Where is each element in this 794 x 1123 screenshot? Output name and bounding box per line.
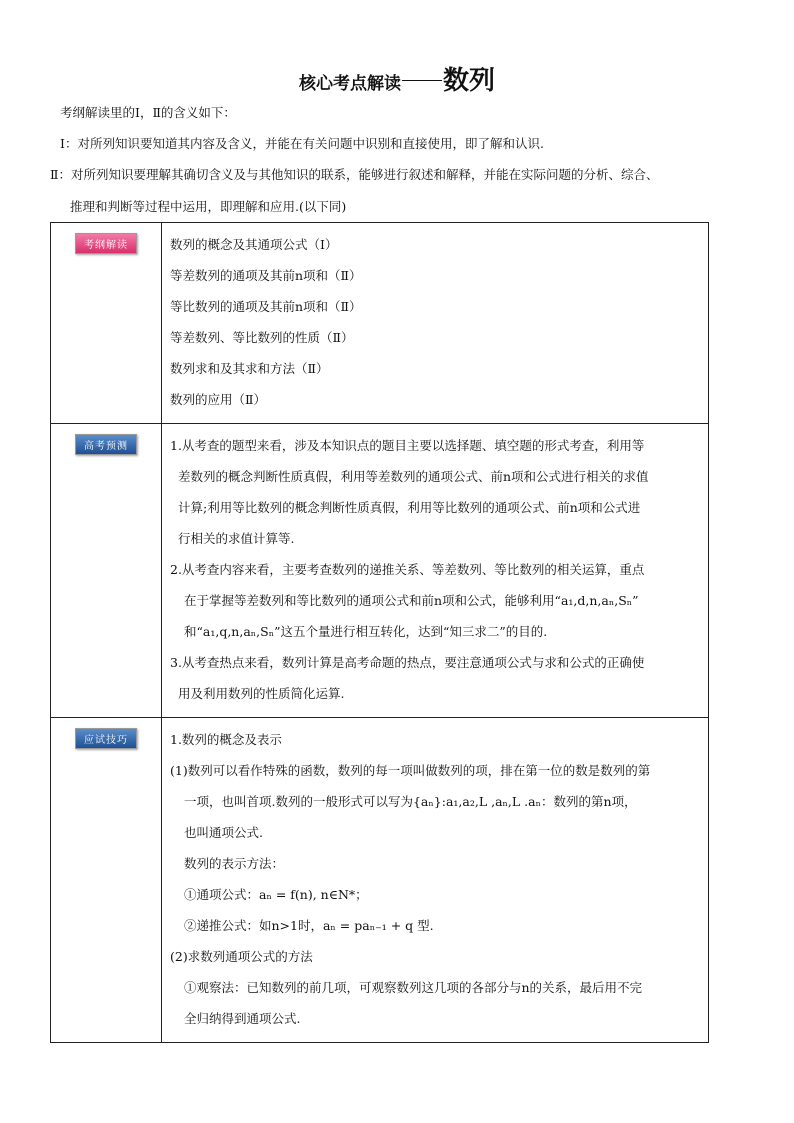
forecast-p3-line: 用及利用数列的性质简化运算. [178,686,345,701]
syllabus-row [51,223,709,424]
title-dash [402,80,442,81]
page-title [0,60,794,97]
forecast-badge: 高考预测 [75,434,137,455]
syllabus-item: 等差数列的通项及其前n项和（Ⅱ） [170,268,362,283]
tips-item2-heading: (2)求数列通项公式的方法 [170,949,313,964]
syllabus-item: 数列的概念及其通项公式（Ⅰ） [170,237,338,252]
forecast-p2-line: 在于掌握等差数列和等比数列的通项公式和前n项和公式，能够利用“a₁,d,n,aₙ,Sₙ” [184,593,639,608]
tips-item2-line: ①观察法：已知数列的前几项，可观察数列这几项的各部分与n的关系，最后用不完 [184,980,643,995]
tips-item2-line: 全归纳得到通项公式. [184,1011,301,1026]
forecast-row [51,424,709,718]
syllabus-table [50,222,709,1043]
tips-row [51,718,709,1043]
forecast-label-cell [51,424,162,718]
title-topic: 数列 [442,66,495,96]
forecast-p1-line: 计算;利用等比数列的概念判断性质真假，利用等比数列的通项公式、前n项和公式进 [178,500,641,515]
intro-line-2: Ⅰ：对所列知识要知道其内容及含义，并能在有关问题中识别和直接使用，即了解和认识. [60,136,544,151]
formula-general-term: ①通项公式：aₙ = f(n), n∈N*； [184,887,368,902]
forecast-p1-line: 差数列的概念判断性质真假，利用等差数列的通项公式、前n项和公式进行相关的求值 [178,469,649,484]
syllabus-item: 数列求和及其求和方法（Ⅱ） [170,361,329,376]
tips-badge: 应试技巧 [75,728,137,749]
forecast-p2-line: 和“a₁,q,n,aₙ,Sₙ”这五个量进行相互转化，达到“知三求二”的目的. [184,624,548,639]
formula-recursive: ②递推公式：如n>1时，aₙ = paₙ₋₁ + q 型. [184,918,434,933]
tips-item1-line: 一项，也叫首项.数列的一般形式可以写为{aₙ}:a₁,a₂,L ,aₙ,L .aₙ：数列的第n项， [184,794,637,809]
syllabus-item: 数列的应用（Ⅱ） [170,392,266,407]
tips-heading: 1.数列的概念及表示 [170,732,282,747]
title-main: 核心考点解读 [298,74,401,94]
forecast-p1-line: 行相关的求值计算等. [178,531,295,546]
syllabus-content [162,223,709,424]
syllabus-item: 等比数列的通项及其前n项和（Ⅱ） [170,299,362,314]
forecast-content [162,424,709,718]
intro-line-1: 考纲解读里的Ⅰ，Ⅱ的含义如下： [60,105,236,120]
syllabus-item: 等差数列、等比数列的性质（Ⅱ） [170,330,354,345]
repr-heading: 数列的表示方法： [184,856,285,871]
tips-item1-line: (1)数列可以看作特殊的函数，数列的每一项叫做数列的项，排在第一位的数是数列的第 [170,763,651,778]
tips-item1-line: 也叫通项公式. [184,825,263,840]
intro-line-3: Ⅱ：对所列知识要理解其确切含义及与其他知识的联系，能够进行叙述和解释，并能在实际问题的分析、综合、 [50,167,659,182]
forecast-p2-line: 2.从考查内容来看，主要考查数列的递推关系、等差数列、等比数列的相关运算，重点 [170,562,645,577]
forecast-p3-line: 3.从考查热点来看，数列计算是高考命题的热点，要注意通项公式与求和公式的正确使 [170,655,645,670]
tips-content [162,718,709,1043]
intro-line-4: 推理和判断等过程中运用，即理解和应用.(以下同) [70,199,347,214]
tips-label-cell [51,718,162,1043]
syllabus-badge: 考纲解读 [75,233,137,254]
syllabus-label-cell [51,223,162,424]
forecast-p1-line: 1.从考查的题型来看，涉及本知识点的题目主要以选择题、填空题的形式考查，利用等 [170,438,645,453]
